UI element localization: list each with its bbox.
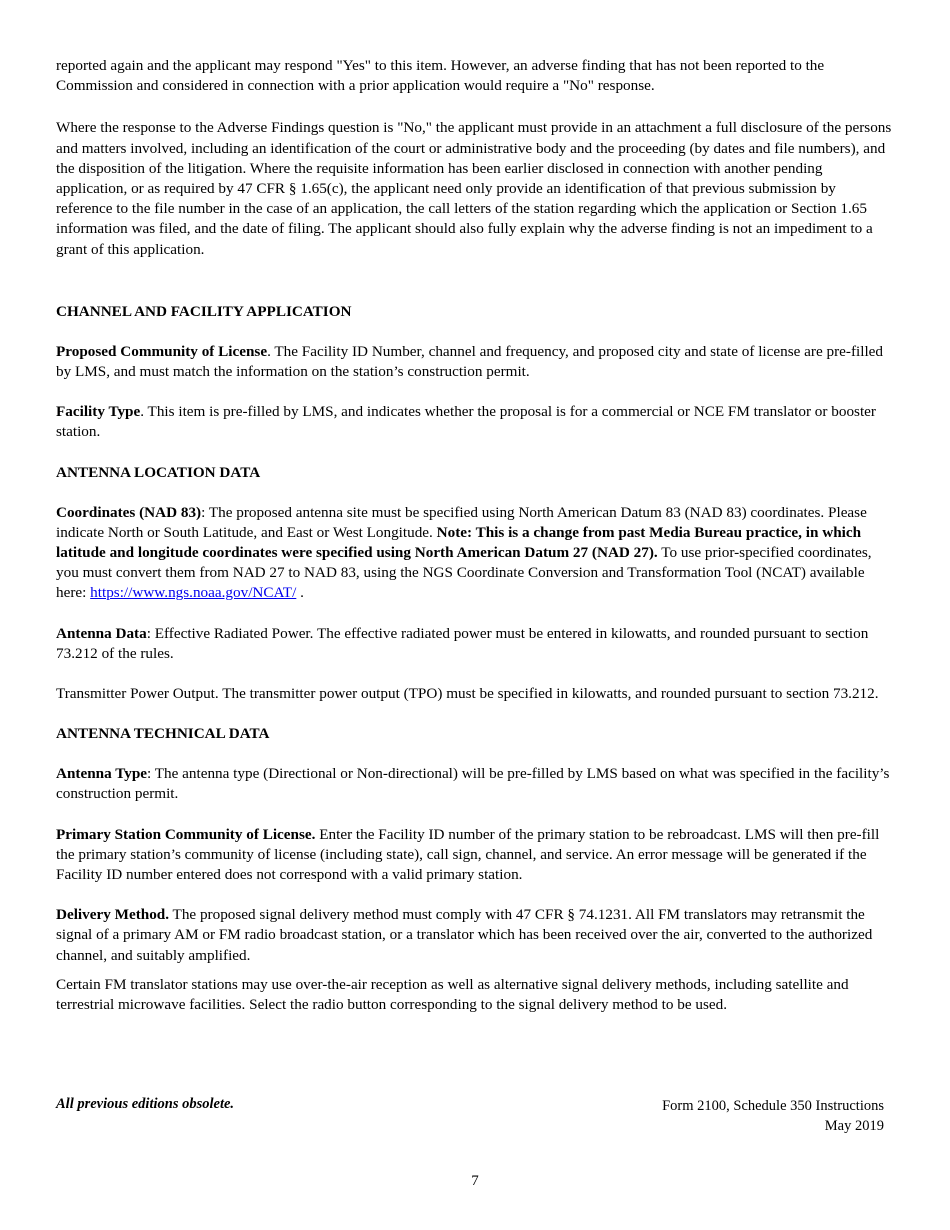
paragraph-facility-type: Facility Type. This item is pre-filled by LMS, and indicates whether the proposal is for a commercial or NCE FM translator or booster station. bbox=[56, 403, 876, 441]
heading-channel-facility: CHANNEL AND FACILITY APPLICATION bbox=[56, 302, 352, 320]
footer-obsolete-notice: All previous editions obsolete. bbox=[56, 1096, 235, 1112]
paragraph-adverse-no: Where the response to the Adverse Findings question is "No," the applicant must provide in an attachment a full disclosure of the persons and matters involved, including an identification of the court or administrative body and the proceeding (by dates and file numbers), and the disposition of the litigation. Where the requisite information has been earlier disclosed in connection with another pending application, or as required by 47 CFR § 1.65(c), the applicant need only provide an identification of that previous submission by reference to the file number in the case of an application, the call letters of the station regarding which the application or Section 1.65 information was filed, and the date of filing. The applicant should also fully explain why the adverse finding is not an impediment to a grant of this application. bbox=[56, 119, 892, 258]
term-facility-type: Facility Type bbox=[56, 403, 141, 421]
paragraph-alternative-delivery: Certain FM translator stations may use over-the-air reception as well as alternative signal delivery methods, including satellite and terrestrial microwave facilities. Select the radio button corresponding to the signal delivery method to be used. bbox=[56, 975, 849, 1014]
paragraph-primary-station: Primary Station Community of License. Enter the Facility ID number of the primary station to be rebroadcast. LMS will then pre-fill the primary station’s community of license (including state), call sign, channel, and service. An error message will be generated if the Facility ID number entered does not correspond with a valid primary station. bbox=[56, 825, 880, 884]
paragraph-delivery-method: Delivery Method. The proposed signal delivery method must comply with 47 CFR § 74.1231. All FM translators may retransmit the signal of a primary AM or FM radio broadcast station, or a translator which has been received over the air, converted to the authorized channel, and suitably amplified. bbox=[56, 906, 873, 964]
footer-form-title: Form 2100, Schedule 350 Instructions bbox=[662, 1098, 884, 1114]
coordinates-note: Note: This is a change from past Media Bureau practice, in which latitude and longitude coordinates were specified using North American Datum 27 (NAD 27). bbox=[56, 523, 862, 562]
term-primary-station: Primary Station Community of License. bbox=[56, 825, 316, 843]
footer-form-info bbox=[662, 1096, 884, 1136]
paragraph-coordinates: Coordinates (NAD 83): The proposed antenna site must be specified using North American Datum 83 (NAD 83) coordinates. Please indicate North or South Latitude, and East or West Longitude. Note: This is a change from past Media Bureau practice, in which latitude and longitude coordinates were specified using North American Datum 27 (NAD 27). To use prior-specified coordinates, you must convert them from NAD 27 to NAD 83, using the NGS Coordinate Conversion and Transformation Tool (NCAT) available here: https://www.ngs.noaa.gov/NCAT/ . bbox=[56, 503, 872, 602]
term-community-of-license: Proposed Community of License bbox=[56, 342, 268, 360]
term-delivery-method: Delivery Method. bbox=[56, 906, 170, 924]
paragraph-community-of-license: Proposed Community of License. The Facility ID Number, channel and frequency, and proposed city and state of license are pre-filled by LMS, and must match the information on the station’s construction permit. bbox=[56, 342, 884, 381]
heading-antenna-location: ANTENNA LOCATION DATA bbox=[56, 463, 261, 481]
term-antenna-data: Antenna Data bbox=[56, 624, 147, 642]
paragraph-adverse-yes: reported again and the applicant may respond "Yes" to this item. However, an adverse finding that has not been reported to the Commission and considered in connection with a prior application would require a "No" response. bbox=[56, 57, 825, 95]
ncat-link[interactable]: https://www.ngs.noaa.gov/NCAT/ bbox=[90, 584, 297, 602]
paragraph-antenna-type: Antenna Type: The antenna type (Directional or Non-directional) will be pre-filled by LMS based on what was specified in the facility’s construction permit. bbox=[56, 765, 890, 803]
footer-form-date: May 2019 bbox=[824, 1118, 884, 1134]
heading-antenna-technical: ANTENNA TECHNICAL DATA bbox=[56, 725, 270, 743]
paragraph-antenna-data: Antenna Data: Effective Radiated Power. The effective radiated power must be entered in kilowatts, and rounded pursuant to section 73.212 of the rules. bbox=[56, 624, 869, 662]
document-body bbox=[56, 56, 896, 1015]
term-antenna-type: Antenna Type bbox=[56, 765, 148, 783]
page-number: 7 bbox=[471, 1173, 479, 1189]
paragraph-tpo: Transmitter Power Output. The transmitter power output (TPO) must be specified in kilowatts, and rounded pursuant to section 73.212. bbox=[56, 685, 879, 703]
term-coordinates: Coordinates (NAD 83) bbox=[56, 503, 202, 521]
